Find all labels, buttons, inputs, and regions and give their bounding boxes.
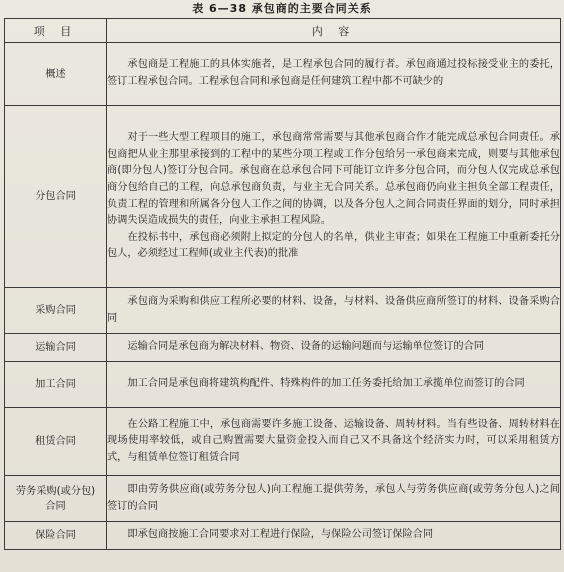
table-row (5, 288, 561, 334)
content-paragraph: 承包商为采购和供应工程所必要的材料、设备，与材料、设备供应商所签订的材料、设备采购合同 (107, 295, 560, 324)
table-row (5, 408, 561, 476)
row-content-lease (107, 408, 561, 476)
content-paragraph: 即承包商按施工合同要求对工程进行保险，与保险公司签订保险合同 (127, 529, 434, 541)
table-row (5, 334, 561, 362)
row-item-procurement: 采购合同 (5, 288, 107, 334)
table-row (5, 476, 561, 522)
row-content-overview (107, 43, 561, 106)
row-content-procurement (107, 288, 561, 334)
table-row (5, 106, 561, 288)
row-content-subcontract (107, 106, 561, 288)
content-paragraph: 运输合同是承包商为解决材料、物资、设备的运输问题而与运输单位签订的合同 (127, 341, 484, 353)
table-row (5, 362, 561, 408)
row-content-insurance (107, 522, 561, 550)
header-content: 内 容 (107, 19, 561, 43)
row-content-labor (107, 476, 561, 522)
table-header-row (5, 19, 561, 43)
row-content-transport (107, 334, 561, 362)
content-paragraph: 对于一些大型工程项目的施工，承包商常常需要与其他承包商合作才能完成总承包合同责任。承包商把从业主那里承接到的工程中的某些分项工程或工作分包给另一承包商来完成，则要与其他承包商(即分包人)签订分包合同。承包商在总承包合同下可能订立许多分包合同，而分包人仅完成总承包商分包给自己的工程，向总承包商负责，与业主无合同关系。总承包商仍向业主担负全部工程责任，负责工程的管理和所属各分包人工作之间的协调，以及各分包人之间合同责任界面的划分，同时承担协调失误造成损失的责任，向业主承担工程风险。 (107, 132, 560, 227)
header-item: 项 目 (5, 19, 107, 43)
row-content-processing (107, 362, 561, 408)
row-item-transport: 运输合同 (5, 334, 107, 362)
row-item-insurance: 保险合同 (5, 522, 107, 550)
content-paragraph: 在投标书中，承包商必须附上拟定的分包人的名单，供业主审查；如果在工程施工中重新委托分包人，必须经过工程师(或业主代表)的批准 (107, 231, 560, 260)
row-item-lease: 租赁合同 (5, 408, 107, 476)
contract-relations-table (4, 18, 561, 550)
content-paragraph: 承包商是工程施工的具体实施者，是工程承包合同的履行者。承包商通过投标接受业主的委托，签订工程承包合同。工程承包合同和承包商是任何建筑工程中都不可缺少的 (107, 59, 560, 87)
table-row (5, 43, 561, 106)
row-item-overview: 概述 (5, 43, 107, 106)
row-item-labor: 劳务采购(或分包)合同 (5, 476, 107, 522)
table-row (5, 522, 561, 550)
content-paragraph: 加工合同是承包商将建筑构配件、特殊构件的加工任务委托给加工承揽单位而签订的合同 (127, 378, 525, 390)
content-paragraph: 在公路工程施工中，承包商需要许多施工设备、运输设备、周转材料。当有些设备、周转材料在现场使用率较低，或自己购置需要大量资金投入而自己又不具备这个经济实力时，可以采用租赁方式，与租赁单位签订租赁合同 (107, 418, 560, 463)
row-item-subcontract: 分包合同 (5, 106, 107, 288)
row-item-processing: 加工合同 (5, 362, 107, 408)
content-paragraph: 即由劳务供应商(或劳务分包人)向工程施工提供劳务，承包人与劳务供应商(或劳务分包人)之间签订的合同 (107, 483, 560, 512)
table-caption: 表 6—38 承包商的主要合同关系 (192, 2, 372, 15)
